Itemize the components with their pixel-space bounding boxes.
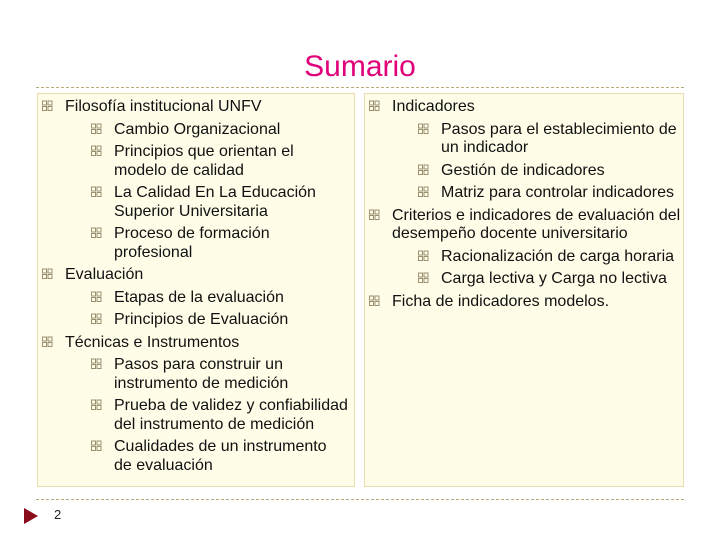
list-item-text: Indicadores [392, 98, 475, 115]
sub-list-item-text: Matriz para controlar indicadores [441, 184, 674, 201]
list-item [38, 334, 356, 476]
sub-list-item-text: Carga lectiva y Carga no lectiva [441, 270, 667, 287]
sub-list-item [65, 356, 352, 393]
bullet-icon [369, 295, 380, 306]
bullet-icon [418, 272, 429, 283]
list-item-text: Filosofía institucional UNFV [65, 98, 262, 115]
right-content-panel [364, 93, 684, 487]
next-arrow-icon[interactable] [24, 508, 38, 524]
bullet-icon [369, 209, 380, 220]
bullet-icon [418, 164, 429, 175]
sub-list-item [65, 143, 352, 180]
sub-list-item [392, 184, 681, 203]
sub-list-item-text: Proceso de formación profesional [114, 225, 270, 261]
sub-list-item [65, 225, 352, 262]
bullet-icon [91, 123, 102, 134]
list-item [38, 266, 356, 330]
top-divider [36, 87, 684, 88]
sub-list-item [65, 438, 352, 475]
sub-list-item-text: La Calidad En La Educación Superior Universitaria [114, 184, 316, 220]
sub-list-item [392, 270, 681, 289]
sub-list-item [65, 289, 352, 308]
list-item-text: Evaluación [65, 266, 144, 283]
sub-list-item-text: Cualidades de un instrumento de evaluación [114, 438, 327, 474]
bullet-icon [91, 227, 102, 238]
sub-list-item-text: Pasos para construir un instrumento de medición [114, 356, 289, 392]
slide-title-text: Sumario [304, 50, 416, 83]
sub-list-item-text: Principios que orientan el modelo de calidad [114, 143, 294, 179]
list-item-text: Ficha de indicadores modelos. [392, 292, 610, 310]
sub-list-item-text: Principios de Evaluación [114, 311, 289, 328]
bullet-icon [91, 145, 102, 156]
bullet-icon [91, 440, 102, 451]
bullet-icon [91, 399, 102, 410]
list-item-text: Técnicas e Instrumentos [65, 333, 240, 351]
sub-list-item [65, 311, 352, 330]
slide-footer [24, 506, 84, 524]
bullet-icon [91, 358, 102, 369]
bullet-icon [91, 313, 102, 324]
sub-list-item-text: Gestión de indicadores [441, 161, 605, 179]
left-bullet-list [38, 98, 356, 479]
sub-list-item-text: Racionalización de carga horaria [441, 247, 675, 265]
sub-list-item [65, 121, 352, 140]
bullet-icon [42, 100, 53, 111]
sub-list-item [65, 397, 352, 434]
list-item-text: Criterios e indicadores de evaluación del desempeño docente universitario [392, 206, 681, 242]
bullet-icon [369, 100, 380, 111]
list-item [365, 98, 685, 203]
sub-list-item-text: Pasos para el establecimiento de un indicador [441, 120, 677, 156]
sub-list-item [392, 248, 681, 267]
list-item [38, 98, 356, 262]
sub-list-item [65, 184, 352, 221]
sub-list-item [392, 121, 681, 158]
sub-list-item-text: Etapas de la evaluación [114, 288, 284, 306]
sub-list-item-text: Cambio Organizacional [114, 120, 281, 138]
list-item [365, 293, 685, 312]
sub-list-item-text: Prueba de validez y confiabilidad del instrumento de medición [114, 397, 348, 433]
sub-list-item [392, 162, 681, 181]
bottom-divider [36, 499, 684, 500]
bullet-icon [418, 123, 429, 134]
slide-title [0, 50, 720, 84]
left-content-panel [37, 93, 355, 487]
page-number: 2 [54, 507, 62, 522]
list-item [365, 207, 685, 289]
bullet-icon [42, 336, 53, 347]
bullet-icon [418, 250, 429, 261]
bullet-icon [42, 268, 53, 279]
bullet-icon [418, 186, 429, 197]
bullet-icon [91, 291, 102, 302]
right-bullet-list [365, 98, 685, 315]
bullet-icon [91, 186, 102, 197]
